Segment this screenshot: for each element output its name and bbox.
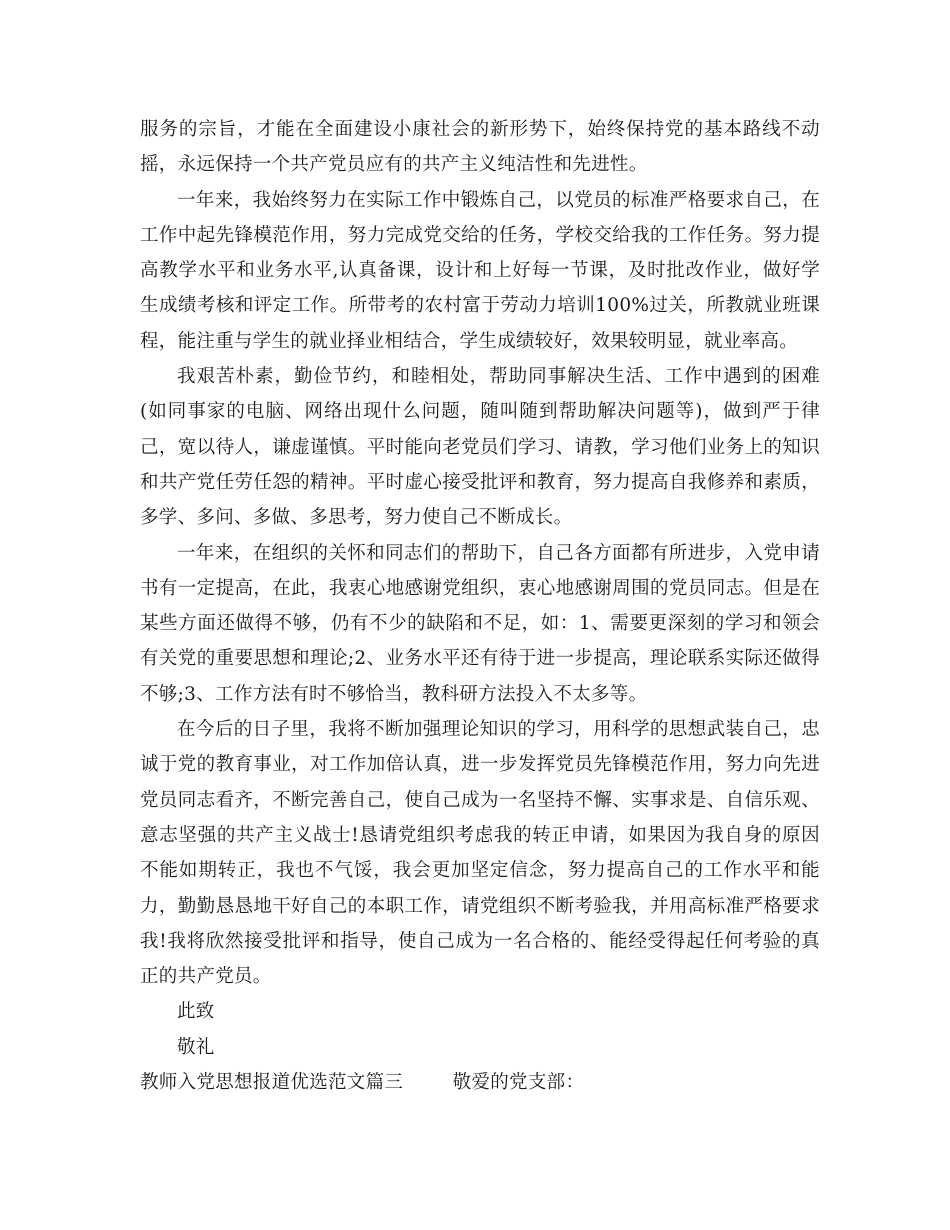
closing-salute: 敬礼	[177, 1036, 215, 1058]
next-section-salutation: 敬爱的党支部：	[452, 1072, 585, 1094]
closing-greeting: 此致	[177, 1001, 215, 1023]
document-body	[140, 112, 820, 1100]
paragraph-3: 我艰苦朴素，勤俭节约，和睦相处，帮助同事解决生活、工作中遇到的困难(如同事家的电脑、网络出现什么问题，随叫随到帮助解决问题等)，做到严于律己，宽以待人，谦虚谨慎。平时能向老党员们学习、请教，学习他们业务上的知识和共产党任劳任怨的精神。平时虚心接受批评和教育，努力提高自我修养和素质，多学、多问、多做、多思考，努力使自己不断成长。	[140, 366, 820, 529]
paragraph-2: 一年来，我始终努力在实际工作中锻炼自己，以党员的标准严格要求自己，在工作中起先锋模范作用，努力完成党交给的任务，学校交给我的工作任务。努力提高教学水平和业务水平,认真备课，设计和上好每一节课，及时批改作业，做好学生成绩考核和评定工作。所带考的农村富于劳动力培训100%过关，所教就业班课程，能注重与学生的就业择业相结合，学生成绩较好，效果较明显，就业率高。	[140, 189, 820, 352]
next-section-line	[140, 1065, 820, 1100]
paragraph-1: 服务的宗旨，才能在全面建设小康社会的新形势下，始终保持党的基本路线不动摇，永远保持一个共产党员应有的共产主义纯洁性和先进性。	[140, 119, 820, 176]
paragraph-5: 在今后的日子里，我将不断加强理论知识的学习，用科学的思想武装自己，忠诚于党的教育事业，对工作加倍认真，进一步发挥党员先锋模范作用，努力向先进党员同志看齐，不断完善自己，使自己成为一名坚持不懈、实事求是、自信乐观、意志坚强的共产主义战士!恳请党组织考虑我的转正申请，如果因为我自身的原因不能如期转正，我也不气馁，我会更加坚定信念，努力提高自己的工作水平和能力，勤勤恳恳地干好自己的本职工作，请党组织不断考验我，并用高标准严格要求我!我将欣然接受批评和指导，使自己成为一名合格的、能经受得起任何考验的真正的共产党员。	[140, 719, 820, 988]
paragraph-4: 一年来，在组织的关怀和同志们的帮助下，自己各方面都有所进步，入党申请书有一定提高，在此，我衷心地感谢党组织，衷心地感谢周围的党员同志。但是在某些方面还做得不够，仍有不少的缺陷和不足，如：1、需要更深刻的学习和领会有关党的重要思想和理论;2、业务水平还有待于进一步提高，理论联系实际还做得不够;3、工作方法有时不够恰当，教科研方法投入不太多等。	[140, 542, 820, 705]
next-section-title: 教师入党思想报道优选范文篇三	[140, 1072, 404, 1094]
